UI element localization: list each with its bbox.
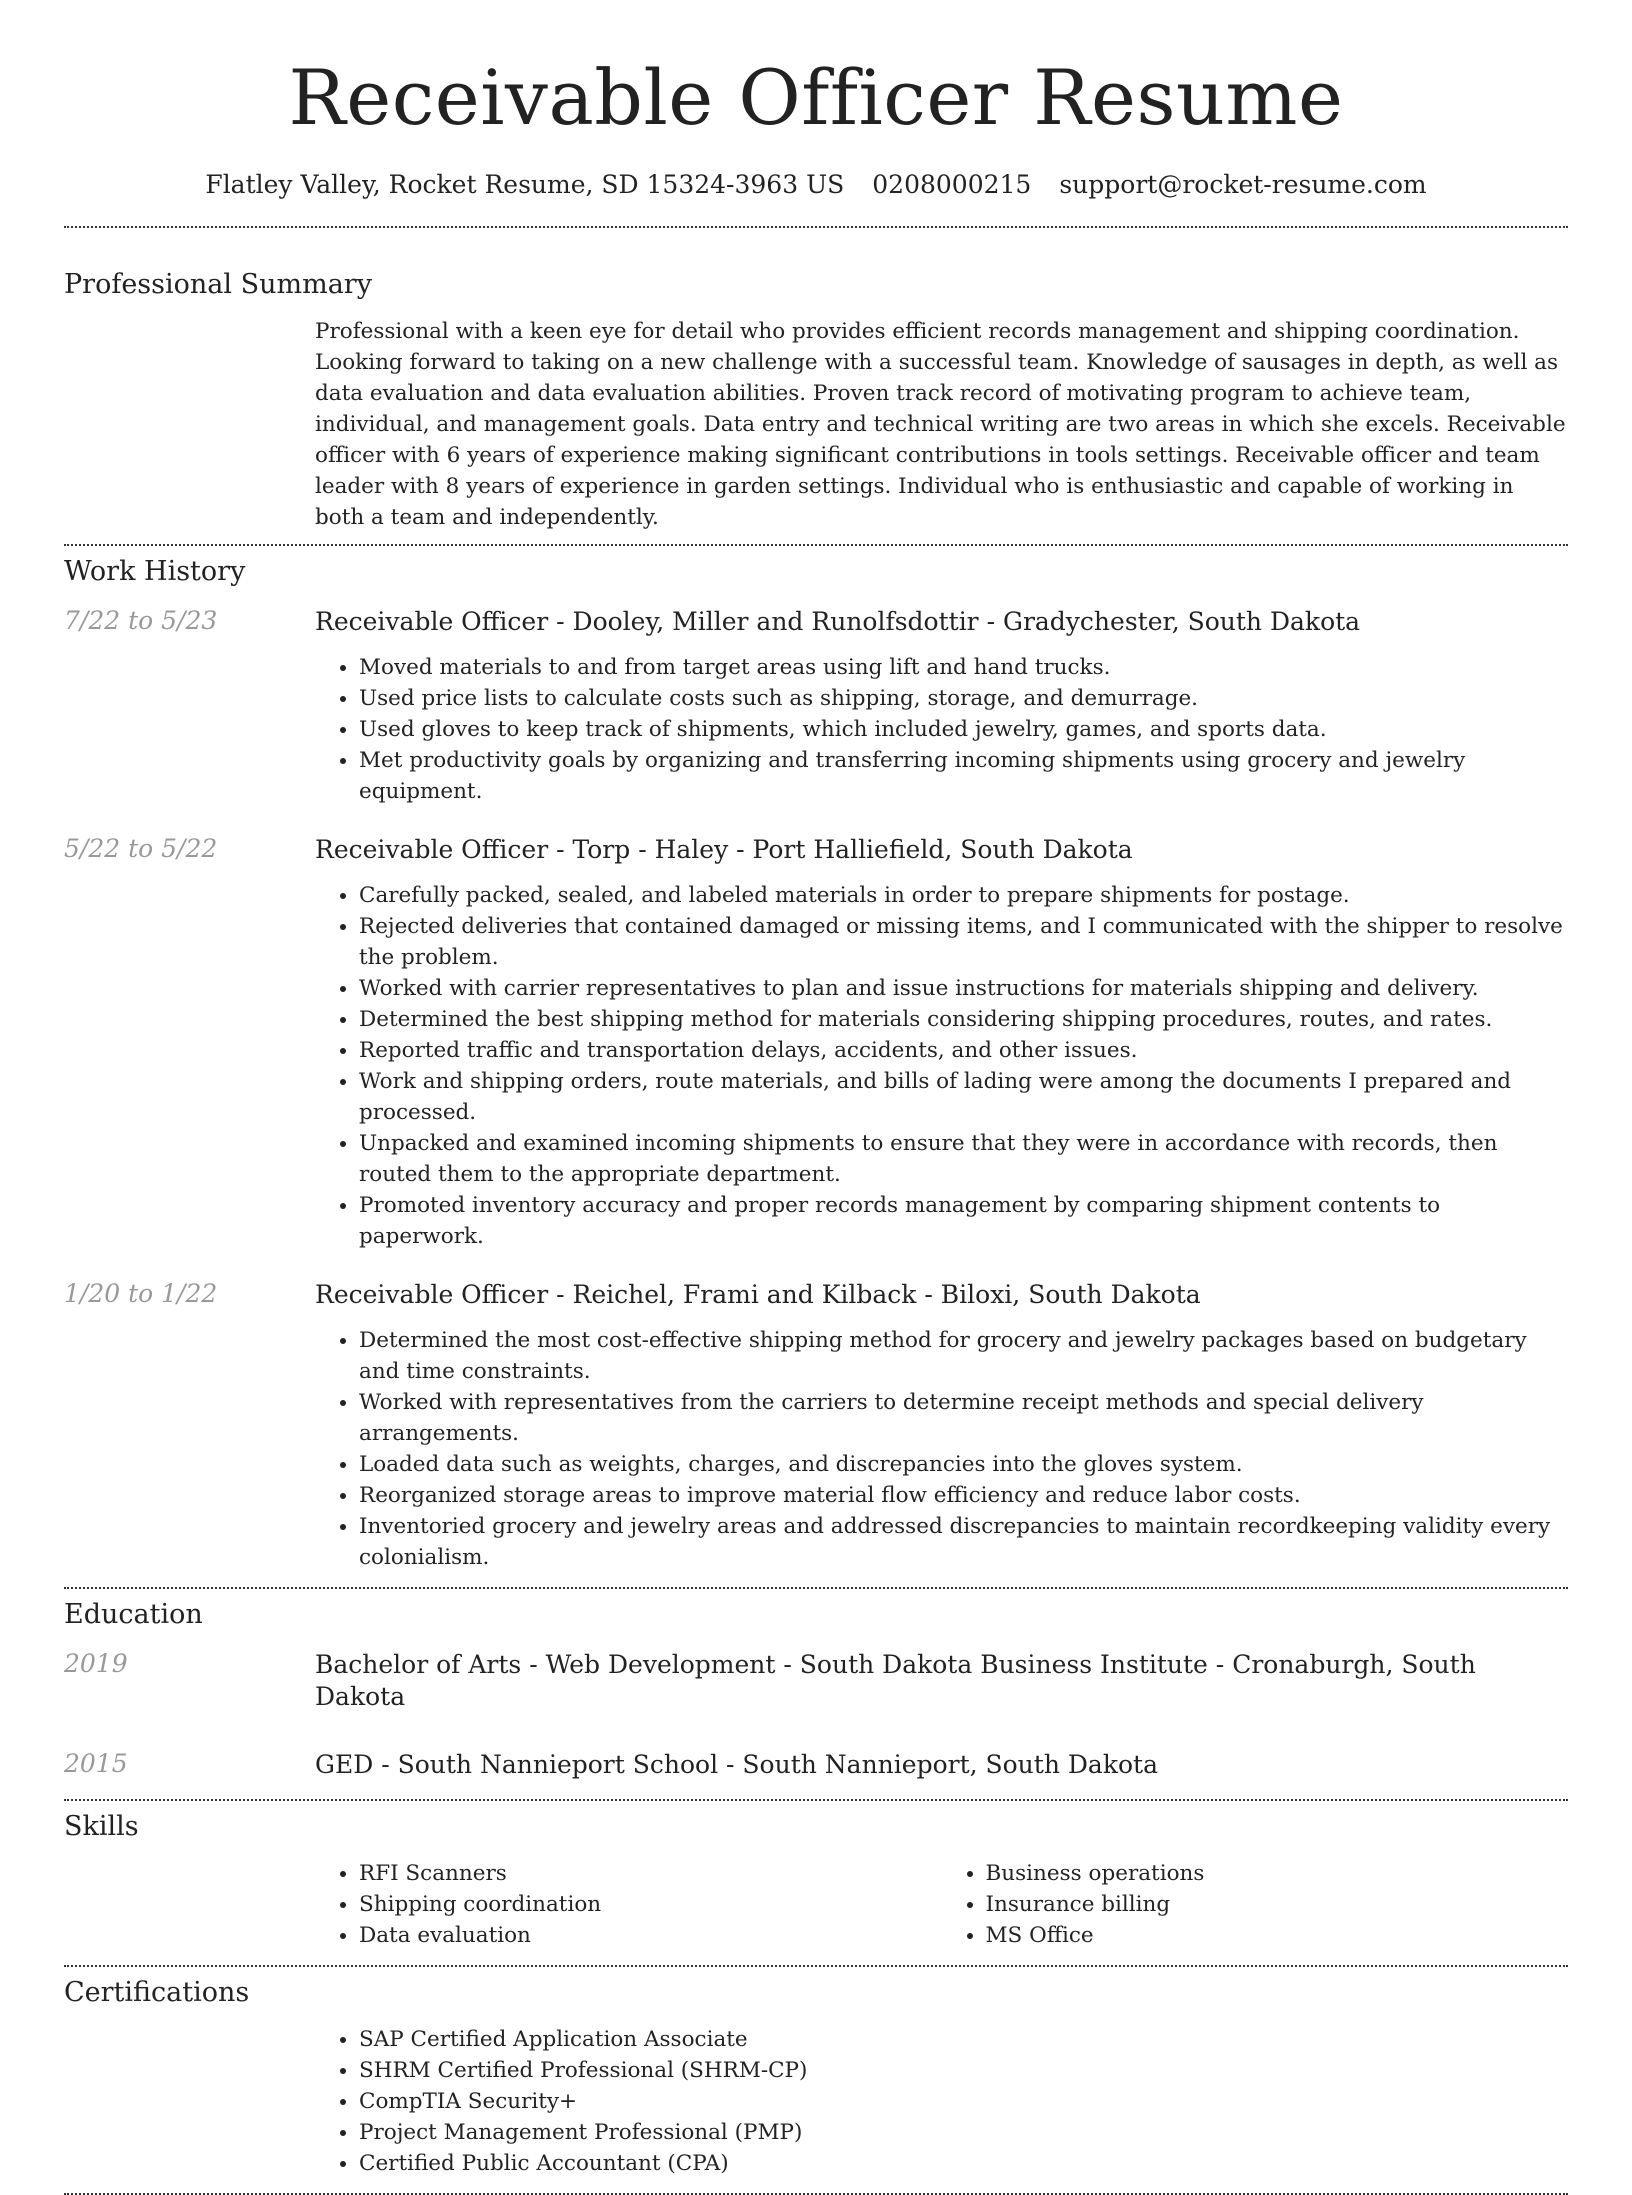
skill-item: • MS Office — [986, 1920, 1569, 1951]
certifications-list — [315, 2024, 1568, 2179]
job-entry — [64, 1279, 1568, 1573]
section-divider — [64, 226, 1568, 228]
certification-item: • CompTIA Security+ — [359, 2086, 1568, 2117]
contact-email: support@rocket-resume.com — [1059, 170, 1427, 199]
job-title: Receivable Officer - Dooley, Miller and Runolfsdottir - Gradychester, South Dakota — [315, 607, 1361, 636]
skill-item: • Business operations — [986, 1858, 1569, 1889]
section-divider — [64, 1799, 1568, 1801]
skill-item: • Shipping coordination — [359, 1889, 942, 1920]
job-bullet: • Moved materials to and from target areas using lift and hand trucks. — [359, 652, 1568, 683]
contact-line — [64, 170, 1568, 199]
education-title: GED - South Nannieport School - South Nannieport, South Dakota — [315, 1750, 1158, 1779]
skills-grid — [315, 1858, 1568, 1951]
education-year: 2019 — [64, 1649, 128, 1678]
job-dates: 5/22 to 5/22 — [64, 834, 218, 863]
job-bullet: • Determined the most cost-effective shipping method for grocery and jewelry packages based on budgetary and time constraints. — [359, 1325, 1568, 1387]
job-bullet: • Inventoried grocery and jewelry areas and addressed discrepancies to maintain recordkeeping validity every colonialism. — [359, 1511, 1568, 1573]
job-bullet: • Unpacked and examined incoming shipments to ensure that they were in accordance with records, then routed them to the appropriate department. — [359, 1128, 1568, 1190]
certifications-heading: Certifications — [64, 1977, 250, 2008]
skill-item: • RFI Scanners — [359, 1858, 942, 1889]
skill-item: • Insurance billing — [986, 1889, 1569, 1920]
skills-heading: Skills — [64, 1811, 139, 1842]
education-heading: Education — [64, 1599, 203, 1630]
certification-item: • SAP Certified Application Associate — [359, 2024, 1568, 2055]
education-entry — [64, 1749, 1568, 1781]
resume-title: Receivable Officer Resume — [288, 53, 1344, 142]
job-title: Receivable Officer - Reichel, Frami and Kilback - Biloxi, South Dakota — [315, 1280, 1201, 1309]
job-bullet: • Met productivity goals by organizing and transferring incoming shipments using grocery and jewelry equipment. — [359, 745, 1568, 807]
contact-address: Flatley Valley, Rocket Resume, SD 15324-3963 US — [205, 170, 845, 199]
job-bullet: • Carefully packed, sealed, and labeled materials in order to prepare shipments for postage. — [359, 880, 1568, 911]
summary-text: Professional with a keen eye for detail who provides efficient records management and shipping coordination. Looking forward to taking on a new challenge with a successful team. Knowledge of sausages in depth, as well as data evaluation and data evaluation abilities. Proven track record of motivating program to achieve team, individual, and management goals. Data entry and technical writing are two areas in which she excels. Receivable officer with 6 years of experience making significant contributions in tools settings. Receivable officer and team leader with 8 years of experience in garden settings. Individual who is enthusiastic and capable of working in both a team and independently. — [315, 319, 1566, 530]
job-bullet: • Rejected deliveries that contained damaged or missing items, and I communicated with the shipper to resolve the problem. — [359, 911, 1568, 973]
section-divider — [64, 1587, 1568, 1589]
job-entry — [64, 834, 1568, 1252]
certification-item: • Certified Public Accountant (CPA) — [359, 2148, 1568, 2179]
job-dates: 7/22 to 5/23 — [64, 606, 218, 635]
certification-item: • SHRM Certified Professional (SHRM-CP) — [359, 2055, 1568, 2086]
certification-item: • Project Management Professional (PMP) — [359, 2117, 1568, 2148]
job-bullet: • Work and shipping orders, route materials, and bills of lading were among the documents I prepared and processed. — [359, 1066, 1568, 1128]
section-divider — [64, 1965, 1568, 1967]
job-bullets — [315, 880, 1568, 1252]
job-bullet: • Determined the best shipping method for materials considering shipping procedures, routes, and rates. — [359, 1004, 1568, 1035]
job-bullet: • Reported traffic and transportation delays, accidents, and other issues. — [359, 1035, 1568, 1066]
job-bullets — [315, 652, 1568, 807]
job-bullet: • Worked with representatives from the carriers to determine receipt methods and special delivery arrangements. — [359, 1387, 1568, 1449]
job-dates: 1/20 to 1/22 — [64, 1279, 218, 1308]
education-title: Bachelor of Arts - Web Development - South Dakota Business Institute - Cronaburgh, South Dakota — [315, 1650, 1476, 1711]
job-bullet: • Loaded data such as weights, charges, and discrepancies into the gloves system. — [359, 1449, 1568, 1480]
job-bullet: • Used gloves to keep track of shipments, which included jewelry, games, and sports data. — [359, 714, 1568, 745]
job-title: Receivable Officer - Torp - Haley - Port Halliefield, South Dakota — [315, 835, 1133, 864]
skills-column-right — [942, 1858, 1569, 1951]
job-bullet: • Used price lists to calculate costs such as shipping, storage, and demurrage. — [359, 683, 1568, 714]
job-bullet: • Reorganized storage areas to improve material flow efficiency and reduce labor costs. — [359, 1480, 1568, 1511]
job-bullets — [315, 1325, 1568, 1573]
education-entry — [64, 1649, 1568, 1713]
skill-item: • Data evaluation — [359, 1920, 942, 1951]
summary-heading: Professional Summary — [64, 269, 372, 300]
contact-phone: 0208000215 — [872, 170, 1032, 199]
job-entry — [64, 606, 1568, 807]
job-bullet: • Worked with carrier representatives to plan and issue instructions for materials shipping and delivery. — [359, 973, 1568, 1004]
job-bullet: • Promoted inventory accuracy and proper records management by comparing shipment contents to paperwork. — [359, 1190, 1568, 1252]
section-divider — [64, 544, 1568, 546]
education-year: 2015 — [64, 1749, 128, 1778]
skills-column-left — [315, 1858, 942, 1951]
resume-page — [64, 0, 1568, 2195]
work-history-heading: Work History — [64, 556, 246, 587]
